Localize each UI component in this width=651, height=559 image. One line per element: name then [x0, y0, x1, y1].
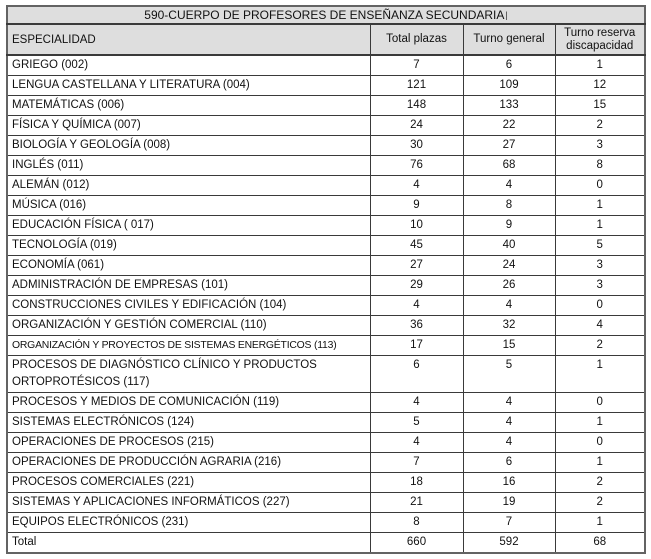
cell-turno-general: 68	[463, 156, 555, 176]
cell-turno-general: 6	[463, 453, 555, 473]
cell-total-plazas: 30	[370, 136, 463, 156]
cell-total-plazas: 6	[370, 356, 463, 393]
cell-turno-general: 32	[463, 316, 555, 336]
cell-turno-reserva: 2	[555, 473, 645, 493]
cell-turno-general: 22	[463, 116, 555, 136]
table-body	[7, 55, 645, 553]
column-header-total-plazas: Total plazas	[370, 24, 463, 55]
cell-turno-general: 26	[463, 276, 555, 296]
cell-turno-general: 27	[463, 136, 555, 156]
table-row	[7, 236, 645, 256]
table-title: 590-CUERPO DE PROFESORES DE ENSEÑANZA SECUNDARIA	[144, 8, 505, 22]
cell-turno-reserva: 1	[555, 356, 645, 393]
table-row	[7, 356, 645, 393]
column-header-turno-general: Turno general	[463, 24, 555, 55]
cell-total-plazas: 4	[370, 176, 463, 196]
cell-total-plazas: 27	[370, 256, 463, 276]
cell-turno-general: 4	[463, 176, 555, 196]
cell-especialidad: CONSTRUCCIONES CIVILES Y EDIFICACIÓN (104)	[7, 296, 370, 316]
table-row	[7, 393, 645, 413]
cell-turno-reserva: 1	[555, 413, 645, 433]
cell-turno-general: 4	[463, 296, 555, 316]
table-row	[7, 336, 645, 356]
cell-especialidad: EQUIPOS ELECTRÓNICOS (231)	[7, 513, 370, 533]
cell-turno-general: 15	[463, 336, 555, 356]
cell-total-plazas: 45	[370, 236, 463, 256]
cell-especialidad: ADMINISTRACIÓN DE EMPRESAS (101)	[7, 276, 370, 296]
table-row	[7, 55, 645, 76]
cell-turno-reserva: 8	[555, 156, 645, 176]
plazas-table	[6, 5, 646, 554]
cell-total-plazas: 8	[370, 513, 463, 533]
cell-turno-reserva: 68	[555, 533, 645, 554]
cell-turno-general: 24	[463, 256, 555, 276]
cell-especialidad: ECONOMÍA (061)	[7, 256, 370, 276]
cell-especialidad: PROCESOS DE DIAGNÓSTICO CLÍNICO Y PRODUCTOS ORTOPROTÉSICOS (117)	[7, 356, 370, 393]
cell-total-plazas: 4	[370, 393, 463, 413]
table-row	[7, 216, 645, 236]
cell-turno-reserva: 3	[555, 136, 645, 156]
cell-turno-reserva: 2	[555, 116, 645, 136]
table-row	[7, 316, 645, 336]
cell-turno-general: 5	[463, 356, 555, 393]
cell-turno-general: 133	[463, 96, 555, 116]
cell-turno-reserva: 12	[555, 76, 645, 96]
cell-turno-general: 19	[463, 493, 555, 513]
table-row	[7, 473, 645, 493]
cell-turno-reserva: 0	[555, 393, 645, 413]
table-row	[7, 413, 645, 433]
cell-total-plazas: 9	[370, 196, 463, 216]
cell-especialidad: ORGANIZACIÓN Y GESTIÓN COMERCIAL (110)	[7, 316, 370, 336]
cell-total-plazas: 10	[370, 216, 463, 236]
cell-especialidad: SISTEMAS ELECTRÓNICOS (124)	[7, 413, 370, 433]
cell-total-plazas: 660	[370, 533, 463, 554]
table-row	[7, 276, 645, 296]
cell-total-plazas: 29	[370, 276, 463, 296]
table-row	[7, 156, 645, 176]
table-row	[7, 493, 645, 513]
cell-turno-general: 16	[463, 473, 555, 493]
cell-total-plazas: 18	[370, 473, 463, 493]
table-title-row	[7, 6, 645, 24]
cell-turno-general: 592	[463, 533, 555, 554]
cell-especialidad: EDUCACIÓN FÍSICA ( 017)	[7, 216, 370, 236]
table-row	[7, 453, 645, 473]
table-row	[7, 196, 645, 216]
cell-turno-reserva: 0	[555, 433, 645, 453]
cell-turno-reserva: 3	[555, 256, 645, 276]
table-title-cell	[7, 6, 645, 24]
cell-turno-general: 4	[463, 433, 555, 453]
cell-especialidad: SISTEMAS Y APLICACIONES INFORMÁTICOS (227)	[7, 493, 370, 513]
cell-turno-reserva: 2	[555, 493, 645, 513]
cell-especialidad: LENGUA CASTELLANA Y LITERATURA (004)	[7, 76, 370, 96]
cell-turno-reserva: 1	[555, 196, 645, 216]
cell-especialidad: GRIEGO (002)	[7, 55, 370, 76]
cell-turno-reserva: 1	[555, 453, 645, 473]
table-row	[7, 76, 645, 96]
cell-turno-reserva: 0	[555, 176, 645, 196]
cell-especialidad: MATEMÁTICAS (006)	[7, 96, 370, 116]
cell-turno-general: 6	[463, 55, 555, 76]
table-row	[7, 256, 645, 276]
cell-especialidad: PROCESOS COMERCIALES (221)	[7, 473, 370, 493]
cell-turno-reserva: 1	[555, 513, 645, 533]
text-cursor-mark: |	[505, 10, 508, 20]
cell-turno-reserva: 15	[555, 96, 645, 116]
cell-especialidad: OPERACIONES DE PRODUCCIÓN AGRARIA (216)	[7, 453, 370, 473]
cell-turno-general: 40	[463, 236, 555, 256]
cell-turno-general: 9	[463, 216, 555, 236]
cell-total-plazas: 121	[370, 76, 463, 96]
table-row	[7, 96, 645, 116]
cell-turno-reserva: 0	[555, 296, 645, 316]
cell-total-plazas: 4	[370, 433, 463, 453]
cell-total-plazas: 21	[370, 493, 463, 513]
cell-turno-general: 4	[463, 393, 555, 413]
column-header-turno-reserva: Turno reserva discapacidad	[555, 24, 645, 55]
cell-turno-general: 8	[463, 196, 555, 216]
cell-turno-reserva: 5	[555, 236, 645, 256]
cell-total-plazas: 7	[370, 453, 463, 473]
cell-especialidad: Total	[7, 533, 370, 554]
cell-turno-reserva: 3	[555, 276, 645, 296]
cell-especialidad: MÚSICA (016)	[7, 196, 370, 216]
table-row	[7, 136, 645, 156]
cell-turno-reserva: 4	[555, 316, 645, 336]
cell-turno-reserva: 2	[555, 336, 645, 356]
cell-turno-reserva: 1	[555, 216, 645, 236]
table-row	[7, 116, 645, 136]
cell-total-plazas: 5	[370, 413, 463, 433]
cell-total-plazas: 7	[370, 55, 463, 76]
cell-total-plazas: 17	[370, 336, 463, 356]
cell-especialidad: ALEMÁN (012)	[7, 176, 370, 196]
cell-especialidad: INGLÉS (011)	[7, 156, 370, 176]
cell-especialidad: BIOLOGÍA Y GEOLOGÍA (008)	[7, 136, 370, 156]
cell-especialidad: TECNOLOGÍA (019)	[7, 236, 370, 256]
cell-especialidad: ORGANIZACIÓN Y PROYECTOS DE SISTEMAS ENERGÉTICOS (113)	[7, 336, 370, 356]
cell-total-plazas: 4	[370, 296, 463, 316]
cell-turno-reserva: 1	[555, 55, 645, 76]
cell-especialidad: PROCESOS Y MEDIOS DE COMUNICACIÓN (119)	[7, 393, 370, 413]
table-row	[7, 433, 645, 453]
cell-total-plazas: 36	[370, 316, 463, 336]
column-header-row	[7, 24, 645, 55]
cell-turno-general: 4	[463, 413, 555, 433]
table-row	[7, 176, 645, 196]
cell-total-plazas: 24	[370, 116, 463, 136]
cell-total-plazas: 76	[370, 156, 463, 176]
cell-turno-general: 109	[463, 76, 555, 96]
cell-turno-general: 7	[463, 513, 555, 533]
column-header-especialidad: ESPECIALIDAD	[7, 24, 370, 55]
table-row	[7, 296, 645, 316]
table-row	[7, 513, 645, 533]
cell-total-plazas: 148	[370, 96, 463, 116]
cell-especialidad: FÍSICA Y QUÍMICA (007)	[7, 116, 370, 136]
cell-especialidad: OPERACIONES DE PROCESOS (215)	[7, 433, 370, 453]
